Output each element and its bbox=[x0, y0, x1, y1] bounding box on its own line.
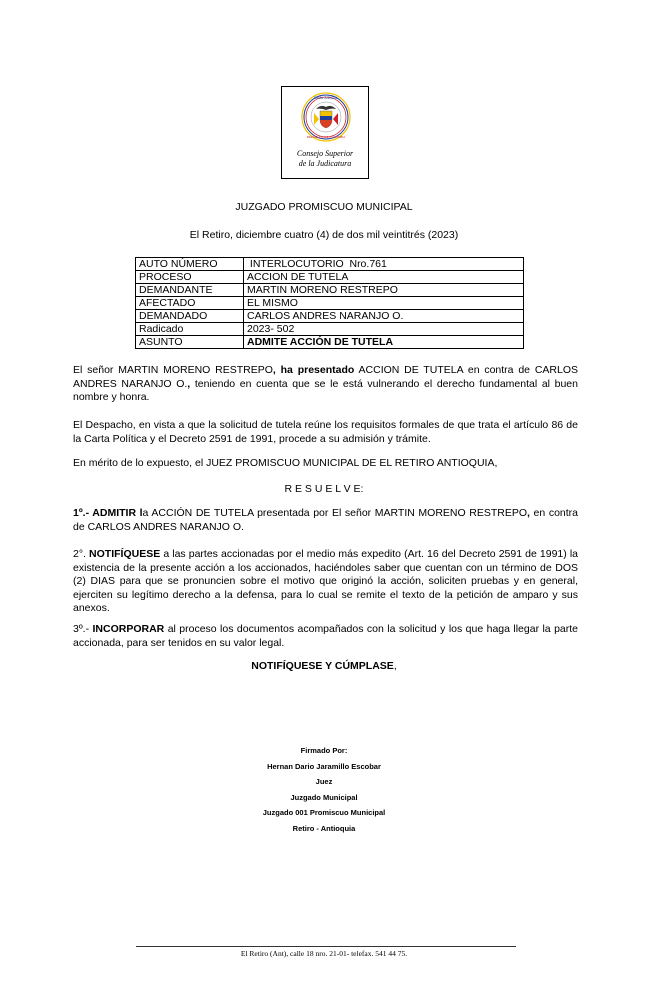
case-info-table bbox=[135, 257, 524, 349]
case-field-value: CARLOS ANDRES NARANJO O. bbox=[244, 310, 524, 323]
case-field-label: DEMANDADO bbox=[136, 310, 244, 323]
closing-text: NOTIFÍQUESE Y CÚMPLASE bbox=[251, 660, 394, 672]
case-field-value: MARTIN MORENO RESTREPO bbox=[244, 284, 524, 297]
case-field-label: Radicado bbox=[136, 323, 244, 336]
case-field-label: DEMANDANTE bbox=[136, 284, 244, 297]
closing-comma: , bbox=[393, 660, 397, 672]
court-name: JUZGADO PROMISCUO MUNICIPAL bbox=[235, 201, 413, 213]
case-field-value: EL MISMO bbox=[244, 297, 524, 310]
table-row bbox=[136, 336, 524, 349]
table-row bbox=[136, 258, 524, 271]
signer-court-detail: Juzgado 001 Promiscuo Municipal bbox=[262, 808, 386, 817]
resolution-1-text: a ACCIÓN DE TUTELA presentada por El señor MARTIN MORENO RESTREPO bbox=[142, 507, 528, 519]
signer-role: Juez bbox=[315, 777, 333, 786]
table-row bbox=[136, 284, 524, 297]
intro-paragraph bbox=[73, 364, 578, 405]
resolution-3 bbox=[73, 623, 578, 650]
case-field-value: ADMITE ACCIÓN DE TUTELA bbox=[244, 336, 524, 349]
logo-caption-line1: Consejo Superior bbox=[296, 149, 354, 158]
table-row bbox=[136, 310, 524, 323]
colombia-coat-of-arms-icon bbox=[300, 91, 352, 143]
case-field-value: 2023- 502 bbox=[244, 323, 524, 336]
action-text: ACCION DE TUTELA en contra de CARLOS ANDRES NARANJO O. bbox=[73, 364, 578, 390]
admission-paragraph: El Despacho, en vista a que la solicitud de tutela reúne los requisitos formales de que trata el artículo 86 de la Carta Política y el Decreto 2591 de 1991, procede a su admisión y trámite. bbox=[73, 419, 578, 445]
table-row bbox=[136, 323, 524, 336]
date-line: El Retiro, diciembre cuatro (4) de dos mil veintitrés (2023) bbox=[189, 229, 459, 241]
logo-caption-line2: de la Judicatura bbox=[298, 159, 352, 168]
signed-by-label: Firmado Por: bbox=[300, 746, 348, 755]
comma-text: , bbox=[187, 377, 191, 390]
case-field-value: INTERLOCUTORIO Nro.761 bbox=[244, 258, 524, 271]
notifiquese-text: NOTIFÍQUESE bbox=[89, 548, 161, 560]
resuelve-heading: R E S U E L V E: bbox=[284, 483, 364, 495]
table-row bbox=[136, 297, 524, 310]
resolution-2-text: a las partes accionadas por el medio más expedito (Art. 16 del Decreto 2591 de 1991) la existencia de la presente acción a los accionados, haciéndoles saber que cuentan con un término de DOS (2) DIAS para que se pronuncien sobre el motivo que originó la acción, soliciten pruebas y en general, ejerciten su legítimo derecho a la defensa, para lo cual se remite el texto de la petición de amparo y sus anexos. bbox=[73, 548, 578, 614]
signer-location: Retiro - Antioquia bbox=[292, 823, 356, 833]
judicatura-logo bbox=[281, 86, 369, 179]
case-field-label: PROCESO bbox=[136, 271, 244, 284]
plaintiff-text: El señor MARTIN MORENO RESTREPO bbox=[73, 364, 273, 376]
signer-name: Hernan Dario Jaramillo Escobar bbox=[267, 761, 381, 771]
admitir-text: 1º.- ADMITIR l bbox=[73, 507, 143, 519]
resolution-3-text: al proceso los documentos acompañados con la solicitud y los que haga llegar la parte accionada, para ser tenidos en su valor legal. bbox=[73, 623, 578, 649]
resolution-2-number: 2°. bbox=[73, 548, 90, 560]
reason-text: teniendo en cuenta que se le está vulnerando el derecho fundamental al buen nombre y honra. bbox=[73, 377, 578, 403]
closing-line bbox=[0, 660, 648, 672]
case-field-label: AUTO NÚMERO bbox=[136, 258, 244, 271]
footer-address: El Retiro (Ant), calle 18 nro. 21-01- telefax. 541 44 75. bbox=[240, 949, 408, 958]
resolution-1-comma: , bbox=[527, 507, 530, 519]
case-field-label: AFECTADO bbox=[136, 297, 244, 310]
merit-paragraph: En mérito de lo expuesto, el JUEZ PROMISCUO MUNICIPAL DE EL RETIRO ANTIOQUIA, bbox=[73, 457, 498, 469]
seal-ring-bottom-text: REPÚBLICA DE COLOMBIA bbox=[306, 135, 346, 139]
table-row bbox=[136, 271, 524, 284]
signature-block bbox=[0, 743, 648, 836]
seal-ring-top-text: RAMA JUDICIAL bbox=[313, 96, 339, 100]
footer-divider bbox=[136, 946, 516, 947]
case-field-label: ASUNTO bbox=[136, 336, 244, 349]
signer-court: Juzgado Municipal bbox=[290, 792, 358, 802]
presented-text: , ha presentado bbox=[272, 364, 355, 376]
case-field-value: ACCION DE TUTELA bbox=[244, 271, 524, 284]
resolution-1 bbox=[73, 507, 578, 534]
resolution-2 bbox=[73, 548, 578, 616]
incorporar-text: INCORPORAR bbox=[92, 623, 165, 635]
resolution-3-number: 3º.- bbox=[73, 623, 93, 635]
resolution-1-tail: en contra de CARLOS ANDRES NARANJO O. bbox=[73, 507, 578, 533]
